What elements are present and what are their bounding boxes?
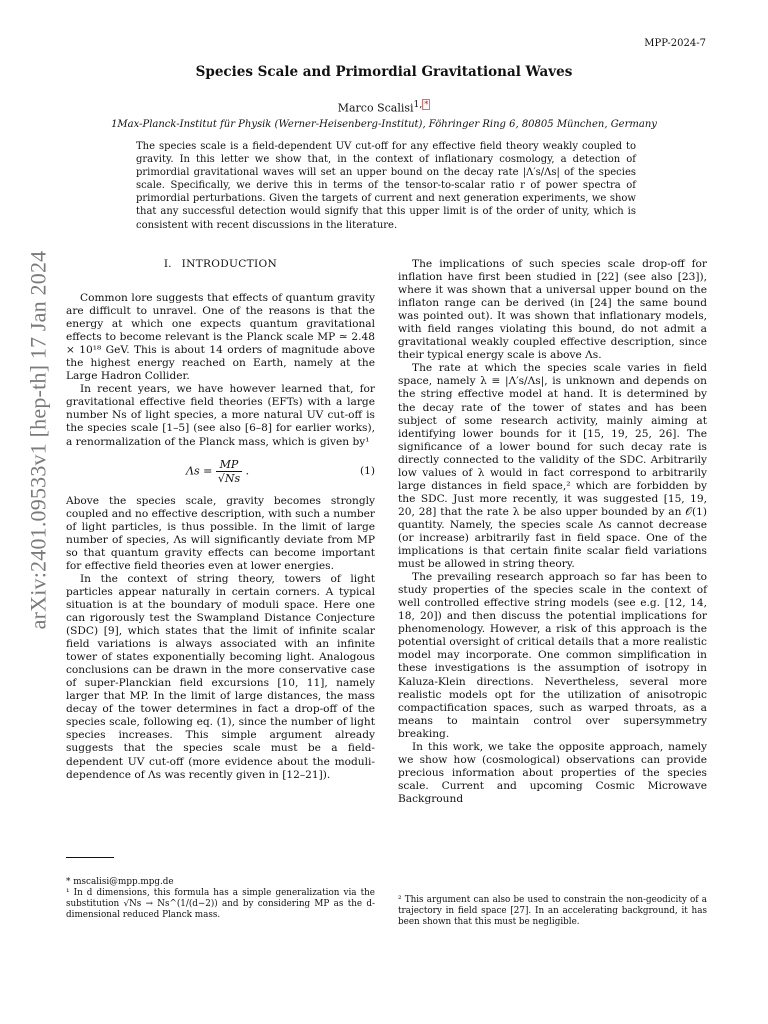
paragraph: The prevailing research approach so far has been to study properties of the species scale in the context of well controlled effective string models (see e.g. [12, 14, 18, 20]) and then discuss the potential implications for phenomenology. However, a risk of this approach is the potential oversight of critical details that a more realistic model may incorporate. One common simplification in these investigations is the assumption of isotropy in Kaluza-Klein directions. Nevertheless, several more realistic models opt for the utilization of anisotropic compactification spaces, such as warped throats, as a means to maintain control over supersymmetry breaking. [398, 571, 707, 740]
paragraph: The rate at which the species scale varies in field space, namely λ ≡ |Λ′s/Λs|, is unknown and depends on the string effective model at hand. It is determined by the decay rate of the tower of states and has been subject of some research activity, mainly aiming at identifying lower bounds for it [15, 19, 25, 26]. The significance of a lower bound for such decay rate is directly connected to the validity of the SDC. Arbitrarily low values of λ would in fact correspond to arbitrarily large distances in field space,² which are forbidden by the SDC. Just more recently, it was suggested [15, 19, 20, 28] that the rate λ be also upper bounded by an 𝒪(1) quantity. Namely, the species scale Λs cannot decrease (or increase) arbitrarily fast in field space. One of the implications is that certain finite scalar field variations must be allowed in string theory. [398, 362, 707, 571]
arxiv-id: arXiv:2401.09533v1 [hep-th] 17 Jan 2024 [25, 250, 51, 630]
footnote-rule [66, 857, 114, 858]
footnotes-left [66, 877, 375, 921]
affiliation: 1Max-Planck-Institut für Physik (Werner-Heisenberg-Institut), Föhringer Ring 6, 80805 München, Germany [111, 119, 657, 130]
author-marks: 1, [413, 99, 423, 110]
equation-number: (1) [359, 465, 375, 478]
section-title: INTRODUCTION [181, 258, 278, 270]
section-number: I. [163, 258, 172, 270]
paragraph: In recent years, we have however learned that, for gravitational effective field theories (EFTs) with a large number Ns of light species, a more natural UV cut-off is the species scale [1–5] (see also [6–8] for earlier works), a renormalization of the Planck mass, which is given by¹ [66, 383, 375, 448]
footnote-star-link[interactable]: * [424, 100, 429, 109]
equation-lhs: Λs = [186, 464, 213, 478]
author-line [0, 98, 768, 115]
author-name: Marco Scalisi [337, 101, 414, 115]
report-number: MPP-2024-7 [644, 38, 706, 49]
right-column [398, 258, 707, 806]
footnote-email[interactable]: * mscalisi@mpp.mpg.de [66, 877, 174, 887]
equation-1 [66, 452, 375, 492]
paragraph: In the context of string theory, towers of light particles appear naturally in certain corners. A typical situation is at the boundary of moduli space. Here one can rigorously test the Swampland Distance Conjecture (SDC) [9], which states that the limit of infinite scalar field variations is always associated with an infinite tower of states exponentially becoming light. Analogous conclusions can be drawn in the more conservative case of super-Planckian field excursions [10, 11], namely larger that MP. In the limit of large distances, the mass decay of the tower determines in fact a drop-off of the species scale, following eq. (1), since the number of light species increases. This simple argument already suggests that the species scale must be a field-dependent UV cut-off (more evidence about the moduli-dependence of Λs was recently given in [12–21]). [66, 572, 375, 781]
equation-fraction [216, 458, 242, 485]
abstract: The species scale is a field-dependent UV cut-off for any effective field theory weakly coupled to gravity. In this letter we show that, in the context of inflationary cosmology, a detection of primordial gravitational waves will set an upper bound on the decay rate |Λ′s/Λs| of the species scale. Specifically, we derive this in terms of the tensor-to-scalar ratio r of power spectra of primordial perturbations. Given the targets of current and next generation experiments, we show that any successful detection would signify that this upper limit is of the order of unity, which is consistent with recent discussions in the literature. [136, 141, 636, 231]
section-heading [66, 258, 375, 271]
paper-title: Species Scale and Primordial Gravitational Waves [195, 64, 573, 80]
paragraph: The implications of such species scale drop-off for inflation have first been studied in [22] (see also [23]), where it was shown that a universal upper bound on the inflaton range can be derived (in [24] the same bound was pointed out). It was shown that inflationary models, with field ranges violating this bound, do not admit a gravitational weakly coupled effective description, since their typical energy scale is above Λs. [398, 258, 707, 362]
footnote-2: ² This argument can also be used to constrain the non-geodicity of a trajectory in field space [27]. In an accelerating background, it has been shown that this must be negligible. [398, 895, 707, 927]
paragraph: Above the species scale, gravity becomes strongly coupled and no effective description, with such a number of light particles, is thus possible. In the limit of large number of species, Λs will significantly deviate from MP so that quantum gravity effects can become important for effective field theories even at lower energies. [66, 494, 375, 572]
equation-numerator: MP [216, 458, 242, 472]
paragraph: In this work, we take the opposite approach, namely we show how (cosmological) observations can provide precious information about properties of the species scale. Current and upcoming Cosmic Microwave Background [398, 740, 707, 805]
arxiv-sidebar-stamp [18, 200, 58, 680]
left-column [66, 292, 375, 782]
paragraph: Common lore suggests that effects of quantum gravity are difficult to unravel. One of the reasons is that the energy at which one expects quantum gravitational effects to become relevant is the Planck scale MP ≃ 2.48 × 10¹⁸ GeV. This is about 14 orders of magnitude above the highest energy reached on Earth, namely at the Large Hadron Collider. [66, 292, 375, 383]
equation-body [186, 458, 249, 485]
equation-denominator: √Ns [217, 472, 241, 486]
footnotes-right [398, 895, 707, 928]
footnote-1: ¹ In d dimensions, this formula has a simple generalization via the substitution √Ns → Ns^(1/(d−2)) and by considering MP as the d-dimensional reduced Planck mass. [66, 888, 375, 920]
equation-tail: . [245, 464, 250, 478]
